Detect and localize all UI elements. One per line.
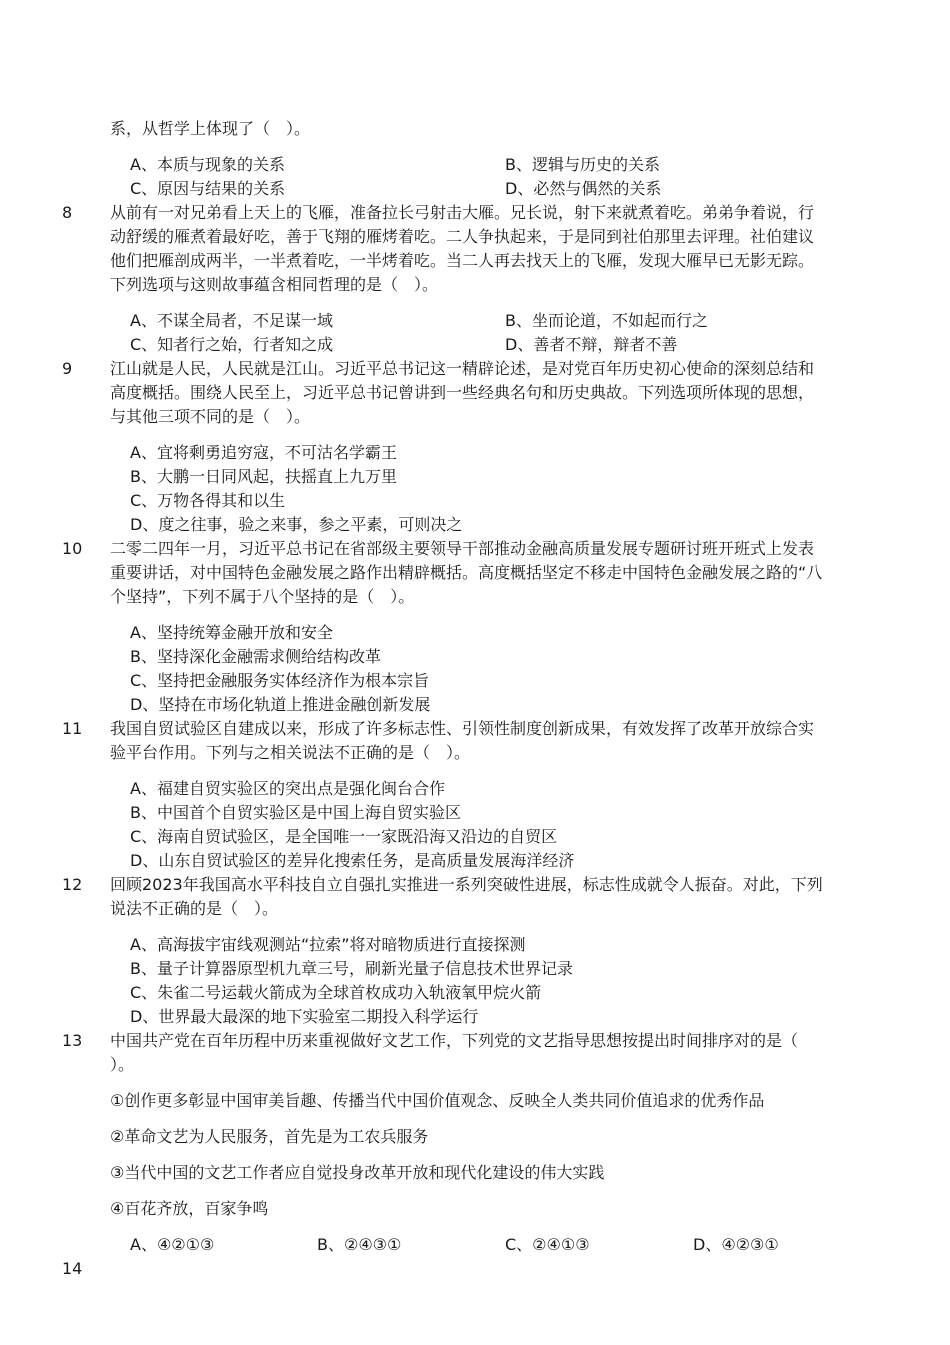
- q10-option-b[interactable]: B、坚持深化金融需求侧给结构改革: [130, 647, 381, 666]
- q8-text-line: 下列选项与这则故事蕴含相同哲理的是（ ）。: [110, 275, 439, 294]
- q10-text-line: 二零二四年一月，习近平总书记在省部级主要领导干部推动金融高质量发展专题研讨班开班式上发表: [110, 539, 815, 558]
- q9-text-line: 与其他三项不同的是（ ）。: [110, 407, 311, 426]
- q11-option-b[interactable]: B、中国首个自贸实验区是中国上海自贸实验区: [130, 803, 461, 822]
- q13-text-line: 中国共产党在百年历程中历来重视做好文艺工作，下列党的文艺指导思想按提出时间排序对的是（: [110, 1031, 799, 1050]
- q10-text-line: 个坚持”，下列不属于八个坚持的是（ ）。: [110, 587, 415, 606]
- q7-tail-text: 系，从哲学上体现了（ ）。: [110, 119, 311, 138]
- q13-text-line: ）。: [110, 1055, 135, 1074]
- q12-option-d[interactable]: D、世界最大最深的地下实验室二期投入科学运行: [130, 1007, 479, 1026]
- q8-number: 8: [62, 203, 73, 222]
- q12-text-line: 回顾2023年我国高水平科技自立自强扎实推进一系列突破性进展，标志性成就令人振奋。对此，下列: [110, 875, 823, 894]
- q9-option-d[interactable]: D、度之往事，验之来事，参之平素，可则决之: [130, 515, 463, 534]
- q13-option-b[interactable]: B、②④③①: [317, 1235, 402, 1254]
- q7-option-c[interactable]: C、原因与结果的关系: [130, 179, 286, 198]
- q11-option-d[interactable]: D、山东自贸试验区的差异化搜索任务，是高质量发展海洋经济: [130, 851, 575, 870]
- q12-option-c[interactable]: C、朱雀二号运载火箭成为全球首枚成功入轨液氧甲烷火箭: [130, 983, 542, 1002]
- q7-option-d[interactable]: D、必然与偶然的关系: [505, 179, 662, 198]
- q13-option-c[interactable]: C、②④①③: [505, 1235, 590, 1254]
- q9-number: 9: [62, 359, 73, 378]
- q10-text-line: 重要讲话，对中国特色金融发展之路作出精辟概括。高度概括坚定不移走中国特色金融发展之路的“八: [110, 563, 823, 582]
- q13-item: ②革命文艺为人民服务，首先是为工农兵服务: [110, 1127, 429, 1146]
- q10-number: 10: [62, 539, 83, 558]
- q9-text-line: 高度概括。围绕人民至上，习近平总书记曾讲到一些经典名句和历史典故。下列选项所体现的思想，: [110, 383, 815, 402]
- q13-option-a[interactable]: A、④②①③: [130, 1235, 215, 1254]
- q13-item: ①创作更多彰显中国审美旨趣、传播当代中国价值观念、反映全人类共同价值追求的优秀作品: [110, 1091, 765, 1110]
- q13-option-d[interactable]: D、④②③①: [693, 1235, 779, 1254]
- q10-option-a[interactable]: A、坚持统筹金融开放和安全: [130, 623, 333, 642]
- q12-option-b[interactable]: B、量子计算器原型机九章三号，刷新光量子信息技术世界记录: [130, 959, 573, 978]
- q8-option-d[interactable]: D、善者不辩，辩者不善: [505, 335, 678, 354]
- q10-option-d[interactable]: D、坚持在市场化轨道上推进金融创新发展: [130, 695, 431, 714]
- q9-text-line: 江山就是人民，人民就是江山。习近平总书记这一精辟论述，是对党百年历史初心使命的深刻总结和: [110, 359, 815, 378]
- q11-text-line: 我国自贸试验区自建成以来，形成了许多标志性、引领性制度创新成果，有效发挥了改革开放综合实: [110, 719, 815, 738]
- q9-option-a[interactable]: A、宜将剩勇追穷寇，不可沽名学霸王: [130, 443, 397, 462]
- q8-text-line: 动舒缓的雁煮着最好吃，善于飞翔的雁烤着吃。二人争执起来，于是同到社伯那里去评理。社伯建议: [110, 227, 815, 246]
- q7-option-a[interactable]: A、本质与现象的关系: [130, 155, 285, 174]
- q10-option-c[interactable]: C、坚持把金融服务实体经济作为根本宗旨: [130, 671, 430, 690]
- q8-option-c[interactable]: C、知者行之始，行者知之成: [130, 335, 334, 354]
- q9-option-b[interactable]: B、大鹏一日同风起，扶摇直上九万里: [130, 467, 397, 486]
- q12-text-line: 说法不正确的是（ ）。: [110, 899, 279, 918]
- q8-text-line: 他们把雁剖成两半，一半煮着吃，一半烤着吃。当二人再去找天上的飞雁，发现大雁早已无影无踪。: [110, 251, 815, 270]
- q8-option-a[interactable]: A、不谋全局者，不足谋一域: [130, 311, 333, 330]
- q7-option-b[interactable]: B、逻辑与历史的关系: [505, 155, 660, 174]
- q11-text-line: 验平台作用。下列与之相关说法不正确的是（ ）。: [110, 743, 471, 762]
- q9-option-c[interactable]: C、万物各得其和以生: [130, 491, 286, 510]
- q12-number: 12: [62, 875, 83, 894]
- q14-number: 14: [62, 1259, 83, 1278]
- q13-number: 13: [62, 1031, 83, 1050]
- q11-option-c[interactable]: C、海南自贸试验区，是全国唯一一家既沿海又沿边的自贸区: [130, 827, 558, 846]
- q12-option-a[interactable]: A、高海拔宇宙线观测站“拉索”将对暗物质进行直接探测: [130, 935, 526, 954]
- q13-item: ④百花齐放，百家争鸣: [110, 1199, 269, 1218]
- q8-text-line: 从前有一对兄弟看上天上的飞雁，准备拉长弓射击大雁。兄长说，射下来就煮着吃。弟弟争着说，行: [110, 203, 815, 222]
- q8-option-b[interactable]: B、坐而论道，不如起而行之: [505, 311, 708, 330]
- q11-number: 11: [62, 719, 83, 738]
- q13-item: ③当代中国的文艺工作者应自觉投身改革开放和现代化建设的伟大实践: [110, 1163, 605, 1182]
- q11-option-a[interactable]: A、福建自贸实验区的突出点是强化闽台合作: [130, 779, 445, 798]
